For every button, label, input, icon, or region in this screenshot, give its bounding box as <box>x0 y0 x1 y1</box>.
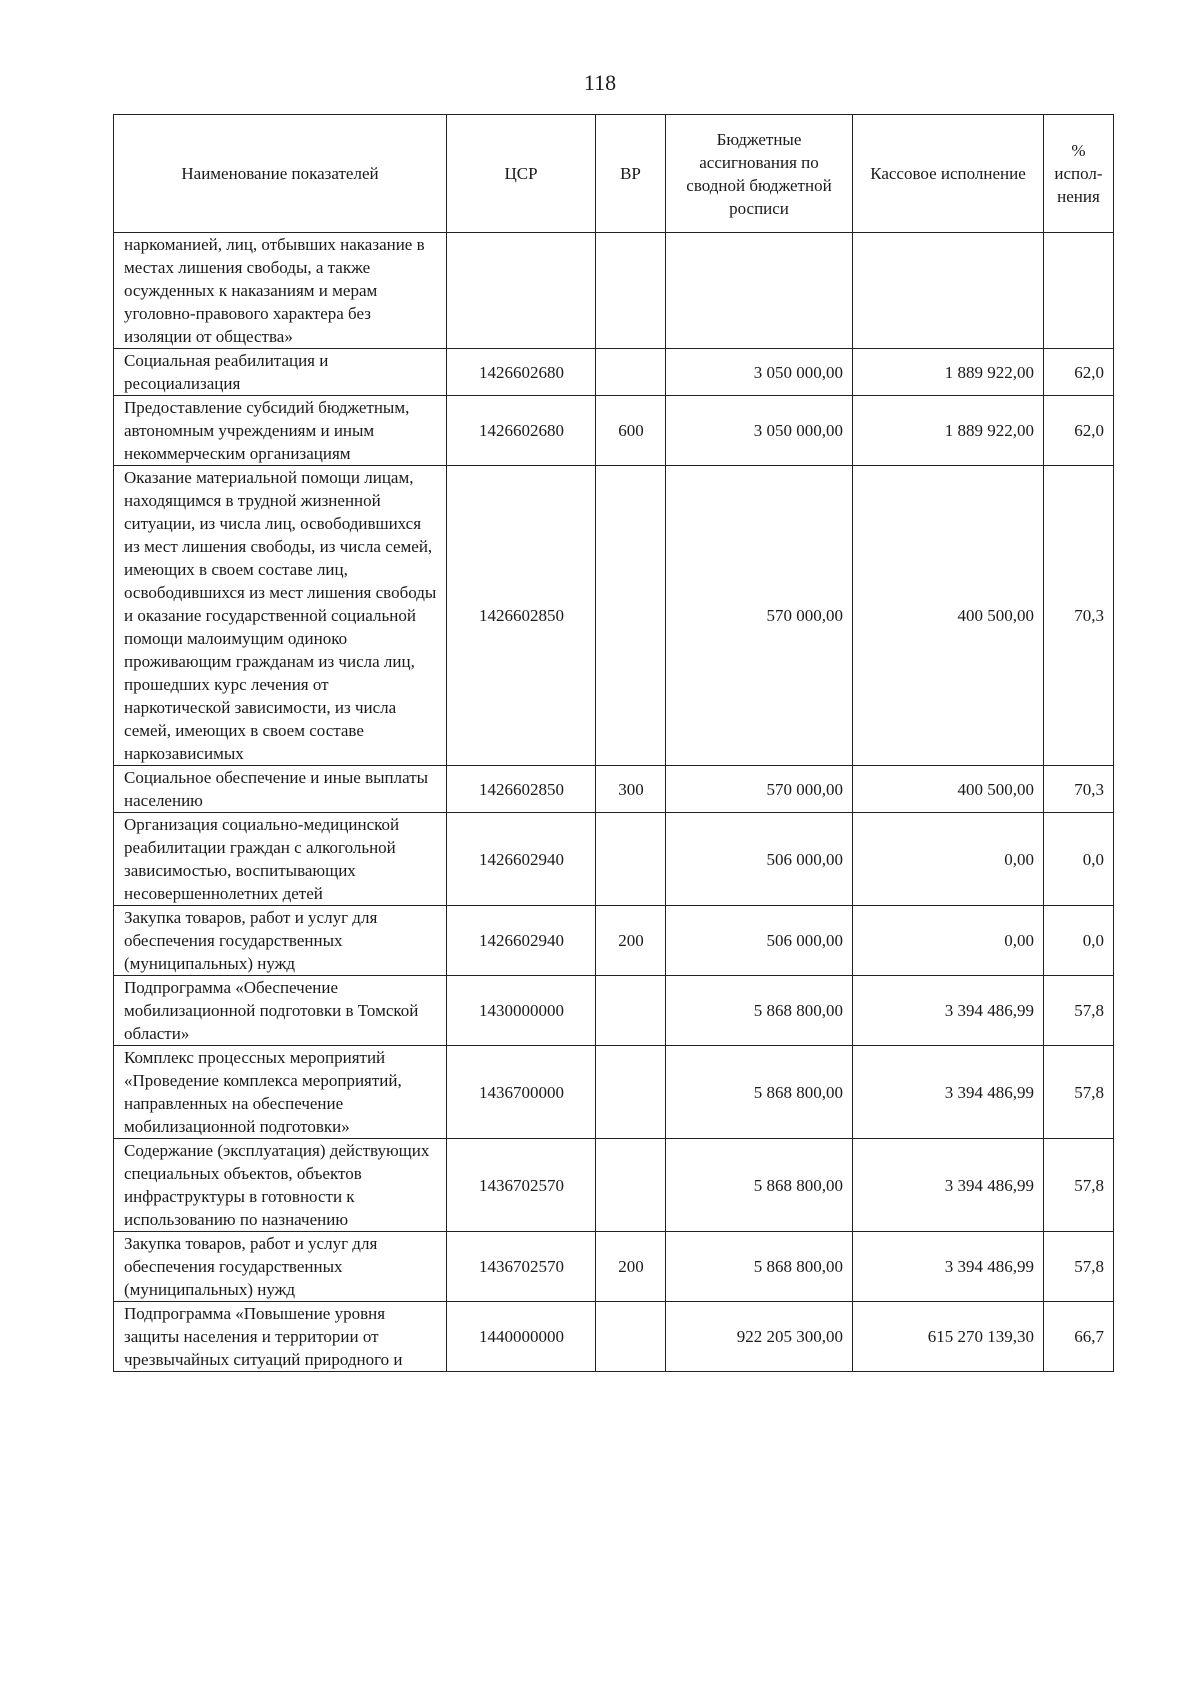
table-row <box>114 349 1114 396</box>
row-budget: 922 205 300,00 <box>666 1302 853 1372</box>
row-cash: 3 394 486,99 <box>853 1232 1044 1302</box>
row-pct: 57,8 <box>1044 976 1114 1046</box>
row-name: Комплекс процессных мероприятий «Проведение комплекса мероприятий, направленных на обеспечение мобилизационной подготовки» <box>114 1046 447 1139</box>
row-pct: 62,0 <box>1044 396 1114 466</box>
table-row <box>114 466 1114 766</box>
row-budget: 570 000,00 <box>666 766 853 813</box>
row-budget: 3 050 000,00 <box>666 396 853 466</box>
row-pct: 62,0 <box>1044 349 1114 396</box>
row-vr <box>596 1302 666 1372</box>
header-name: Наименование показателей <box>114 115 447 233</box>
row-vr <box>596 466 666 766</box>
row-pct: 0,0 <box>1044 813 1114 906</box>
row-vr: 200 <box>596 1232 666 1302</box>
table-row <box>114 976 1114 1046</box>
table-row <box>114 1046 1114 1139</box>
row-csr: 1426602940 <box>447 813 596 906</box>
table-row <box>114 1232 1114 1302</box>
table-row <box>114 813 1114 906</box>
header-budget: Бюджетные ассигнования по сводной бюджетной росписи <box>666 115 853 233</box>
row-vr: 600 <box>596 396 666 466</box>
row-pct: 57,8 <box>1044 1046 1114 1139</box>
row-name: Подпрограмма «Повышение уровня защиты населения и территории от чрезвычайных ситуаций природного и <box>114 1302 447 1372</box>
row-vr <box>596 1046 666 1139</box>
table-row <box>114 766 1114 813</box>
row-cash <box>853 233 1044 349</box>
row-budget: 506 000,00 <box>666 906 853 976</box>
row-budget: 5 868 800,00 <box>666 1139 853 1232</box>
row-name: Подпрограмма «Обеспечение мобилизационной подготовки в Томской области» <box>114 976 447 1046</box>
row-name: наркоманией, лиц, отбывших наказание в местах лишения свободы, а также осужденных к наказаниям и мерам уголовно-правового характера без изоляции от общества» <box>114 233 447 349</box>
row-csr: 1436702570 <box>447 1232 596 1302</box>
row-vr <box>596 1139 666 1232</box>
row-name: Организация социально-медицинской реабилитации граждан с алкогольной зависимостью, воспитывающих несовершеннолетних детей <box>114 813 447 906</box>
row-name: Закупка товаров, работ и услуг для обеспечения государственных (муниципальных) нужд <box>114 906 447 976</box>
row-cash: 0,00 <box>853 906 1044 976</box>
row-csr: 1426602680 <box>447 349 596 396</box>
budget-execution-table <box>113 114 1114 1372</box>
row-cash: 3 394 486,99 <box>853 976 1044 1046</box>
row-vr: 300 <box>596 766 666 813</box>
row-pct: 57,8 <box>1044 1232 1114 1302</box>
row-csr: 1426602680 <box>447 396 596 466</box>
row-csr: 1426602850 <box>447 466 596 766</box>
row-name: Оказание материальной помощи лицам, находящимся в трудной жизненной ситуации, из числа лиц, освободившихся из мест лишения свободы, из числа семей, имеющих в своем составе лиц, освободившихся из мест лишения свободы и оказание государственной социальной помощи малоимущим одиноко проживающим гражданам из числа лиц, прошедших курс лечения от наркотической зависимости, из числа семей, имеющих в своем составе наркозависимых <box>114 466 447 766</box>
row-pct: 0,0 <box>1044 906 1114 976</box>
row-vr: 200 <box>596 906 666 976</box>
row-budget <box>666 233 853 349</box>
page-number: 118 <box>583 70 617 95</box>
table-header-row <box>114 115 1114 233</box>
row-vr <box>596 976 666 1046</box>
header-vr: ВР <box>596 115 666 233</box>
row-cash: 1 889 922,00 <box>853 396 1044 466</box>
row-pct: 66,7 <box>1044 1302 1114 1372</box>
row-csr: 1440000000 <box>447 1302 596 1372</box>
row-cash: 1 889 922,00 <box>853 349 1044 396</box>
row-budget: 5 868 800,00 <box>666 976 853 1046</box>
header-cash: Кассовое исполнение <box>853 115 1044 233</box>
row-csr <box>447 233 596 349</box>
row-cash: 400 500,00 <box>853 766 1044 813</box>
row-pct: 70,3 <box>1044 766 1114 813</box>
row-cash: 615 270 139,30 <box>853 1302 1044 1372</box>
row-budget: 5 868 800,00 <box>666 1232 853 1302</box>
row-cash: 3 394 486,99 <box>853 1139 1044 1232</box>
table-row <box>114 233 1114 349</box>
row-csr: 1436702570 <box>447 1139 596 1232</box>
table-row <box>114 396 1114 466</box>
row-name: Закупка товаров, работ и услуг для обеспечения государственных (муниципальных) нужд <box>114 1232 447 1302</box>
row-pct: 57,8 <box>1044 1139 1114 1232</box>
row-name: Предоставление субсидий бюджетным, автономным учреждениям и иным некоммерческим организациям <box>114 396 447 466</box>
row-cash: 400 500,00 <box>853 466 1044 766</box>
row-csr: 1430000000 <box>447 976 596 1046</box>
table-row <box>114 1302 1114 1372</box>
row-vr <box>596 233 666 349</box>
row-budget: 3 050 000,00 <box>666 349 853 396</box>
row-pct <box>1044 233 1114 349</box>
row-vr <box>596 349 666 396</box>
header-pct: % испол- нения <box>1044 115 1114 233</box>
row-cash: 0,00 <box>853 813 1044 906</box>
row-pct: 70,3 <box>1044 466 1114 766</box>
row-csr: 1426602850 <box>447 766 596 813</box>
row-csr: 1426602940 <box>447 906 596 976</box>
row-name: Социальное обеспечение и иные выплаты населению <box>114 766 447 813</box>
row-csr: 1436700000 <box>447 1046 596 1139</box>
header-csr: ЦСР <box>447 115 596 233</box>
row-budget: 570 000,00 <box>666 466 853 766</box>
row-name: Содержание (эксплуатация) действующих специальных объектов, объектов инфраструктуры в готовности к использованию по назначению <box>114 1139 447 1232</box>
table-row <box>114 1139 1114 1232</box>
row-vr <box>596 813 666 906</box>
row-name: Социальная реабилитация и ресоциализация <box>114 349 447 396</box>
row-cash: 3 394 486,99 <box>853 1046 1044 1139</box>
row-budget: 506 000,00 <box>666 813 853 906</box>
table-row <box>114 906 1114 976</box>
row-budget: 5 868 800,00 <box>666 1046 853 1139</box>
